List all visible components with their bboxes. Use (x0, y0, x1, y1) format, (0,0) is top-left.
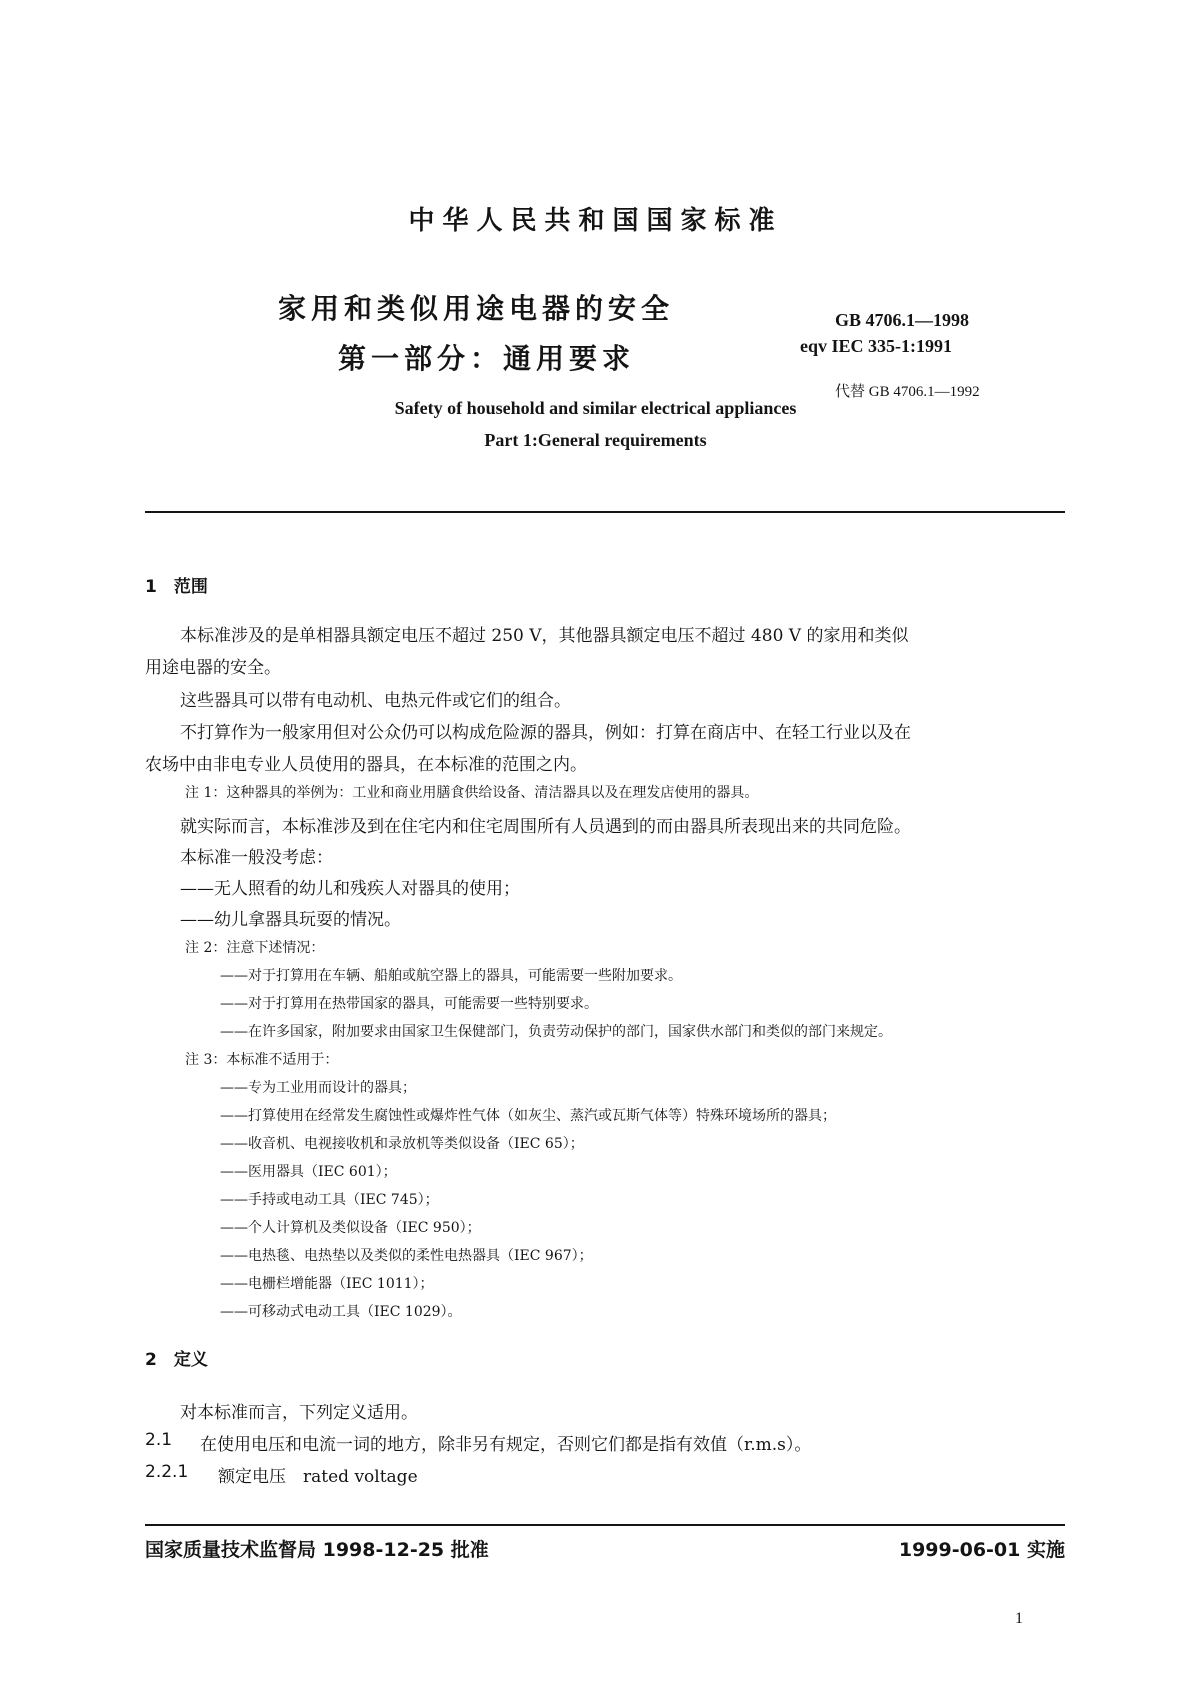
note2-item: ——在许多国家，附加要求由国家卫生保健部门，负责劳动保护的部门，国家供水部门和类似的部门来规定。 (220, 1024, 892, 1040)
section-1-note2-title: 注 2：注意下述情况： (185, 940, 325, 956)
equivalent-standard: eqv IEC 335-1:1991 (800, 336, 952, 356)
title-en-line2: Part 1:General requirements (484, 430, 707, 450)
implementation-date: 1999-06-01 实施 (898, 1539, 1065, 1561)
note3-item: ——收音机、电视接收机和录放机等类似设备（IEC 65）； (220, 1136, 584, 1152)
note3-item: ——电栅栏增能器（IEC 1011）； (220, 1276, 434, 1292)
clause-2-1-number: 2.1 (145, 1430, 173, 1450)
title-cn-line2: 第一部分：通用要求 (338, 342, 636, 375)
section-2-heading: 2 定义 (145, 1350, 208, 1370)
header-divider (145, 511, 1065, 513)
section-1-dash2: ——幼儿拿器具玩耍的情况。 (180, 910, 401, 930)
clause-2-1-text: 在使用电压和电流一词的地方，除非另有规定，否则它们都是指有效值（r.m.s）。 (200, 1435, 812, 1455)
note3-item: ——专为工业用而设计的器具； (220, 1080, 416, 1096)
state-standard-title: 中华人民共和国国家标准 (408, 206, 783, 236)
section-1-para5: 本标准一般没考虑： (180, 848, 333, 868)
note3-item: ——电热毯、电热垫以及类似的柔性电热器具（IEC 967）； (220, 1248, 593, 1264)
section-1-para3-line2: 农场中由非电专业人员使用的器具，在本标准的范围之内。 (145, 755, 587, 775)
clause-2-2-1-number: 2.2.1 (145, 1462, 189, 1482)
title-cn-line1: 家用和类似用途电器的安全 (278, 292, 675, 325)
note3-item: ——手持或电动工具（IEC 745）； (220, 1192, 439, 1208)
note2-item: ——对于打算用在车辆、船舶或航空器上的器具，可能需要一些附加要求。 (220, 968, 682, 984)
approval-date: 国家质量技术监督局 1998-12-25 批准 (145, 1539, 489, 1561)
note2-item: ——对于打算用在热带国家的器具，可能需要一些特别要求。 (220, 996, 598, 1012)
section-1-para1-line1: 本标准涉及的是单相器具额定电压不超过 250 V，其他器具额定电压不超过 480 V 的家用和类似 (180, 626, 909, 646)
note3-item: ——打算使用在经常发生腐蚀性或爆炸性气体（如灰尘、蒸汽或瓦斯气体等）特殊环境场所的器具； (220, 1108, 836, 1124)
standard-number: GB 4706.1—1998 (835, 310, 970, 330)
section-1-dash1: ——无人照看的幼儿和残疾人对器具的使用； (180, 879, 520, 899)
section-1-para2: 这些器具可以带有电动机、电热元件或它们的组合。 (180, 691, 571, 711)
section-1-para4: 就实际而言，本标准涉及到在住宅内和住宅周围所有人员遇到的而由器具所表现出来的共同危险。 (180, 817, 911, 837)
section-1-heading: 1 范围 (145, 577, 208, 597)
page-number: 1 (1015, 1610, 1023, 1627)
note3-item: ——个人计算机及类似设备（IEC 950）； (220, 1220, 481, 1236)
section-1-note3-title: 注 3：本标准不适用于： (185, 1052, 339, 1068)
section-1-para1-line2: 用途电器的安全。 (145, 658, 281, 678)
title-en-line1: Safety of household and similar electrical appliances (394, 398, 797, 418)
note3-item: ——医用器具（IEC 601）； (220, 1164, 397, 1180)
note3-item: ——可移动式电动工具（IEC 1029）。 (220, 1304, 462, 1320)
section-1-note1: 注 1：这种器具的举例为：工业和商业用膳食供给设备、清洁器具以及在理发店使用的器具。 (185, 785, 759, 801)
replaces-standard: 代替 GB 4706.1—1992 (835, 384, 980, 400)
section-1-para3-line1: 不打算作为一般家用但对公众仍可以构成危险源的器具，例如：打算在商店中、在轻工行业以及在 (180, 723, 911, 743)
clause-2-2-1-text: 额定电压 rated voltage (218, 1467, 418, 1487)
footer-divider (145, 1524, 1065, 1526)
section-2-intro: 对本标准而言，下列定义适用。 (180, 1403, 418, 1423)
